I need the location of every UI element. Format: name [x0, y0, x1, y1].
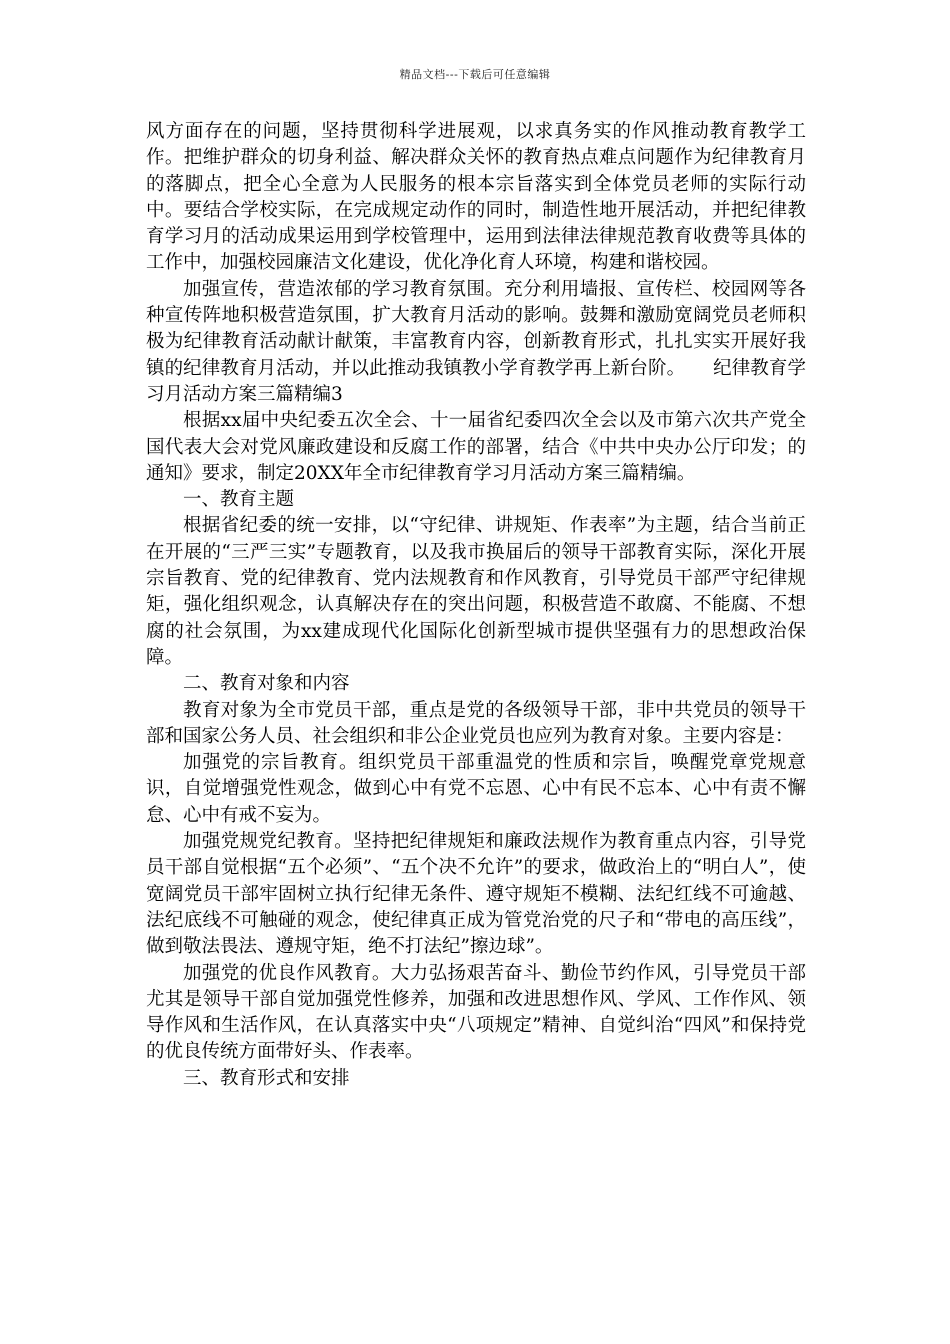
paragraph: 加强党规党纪教育。坚持把纪律规矩和廉政法规作为教育重点内容，引导党员干部自觉根据“五个必须”、“五个决不允许”的要求，做政治上的“明白人”，使宽阔党员干部牢固树立执行纪律无条件、遵守规矩不模糊、法纪红线不可逾越、法纪底线不可触碰的观念，使纪律真正成为管党治党的尺子和“带电的高压线”，做到敬法畏法、遵规守矩，绝不打法纪”擦边球”。	[146, 831, 806, 958]
section-heading: 三、教育形式和安排	[183, 1067, 350, 1089]
paragraph: 加强宣传，营造浓郁的学习教育氛围。充分利用墙报、宣传栏、校园网等各种宣传阵地积极营造氛围，扩大教育月活动的影响。鼓舞和激励宽阔党员老师积极为纪律教育活动献计献策，丰富教育内容，创新教育形式，扎扎实实开展好我镇的纪律教育月活动，并以此推动我镇教小学育教学再上新台阶。 纪律教育学习月活动方案三篇精编3	[146, 278, 806, 405]
paragraph: 教育对象为全市党员干部，重点是党的各级领导干部，非中共党员的领导干部和国家公务人员、社会组织和非公企业党员也应列为教育对象。主要内容是：	[146, 699, 806, 747]
document-body	[146, 119, 806, 1092]
paragraph: 加强党的优良作风教育。大力弘扬艰苦奋斗、勤俭节约作风，引导党员干部尤其是领导干部自觉加强党性修养，加强和改进思想作风、学风、工作作风、领导作风和生活作风，在认真落实中央“八项规定”精神、自觉纠治“四风”和保持党的优良传统方面带好头、作表率。	[146, 962, 806, 1063]
page-header: 精品文档---下载后可任意编辑	[399, 68, 551, 81]
section-heading: 二、教育对象和内容	[183, 673, 350, 695]
paragraph: 加强党的宗旨教育。组织党员干部重温党的性质和宗旨，唤醒党章党规意识，自觉增强党性观念，做到心中有党不忘恩、心中有民不忘本、心中有责不懈怠、心中有戒不妄为。	[146, 752, 806, 826]
paragraph: 根据xx届中央纪委五次全会、十一届省纪委四次全会以及市第六次共产党全国代表大会对党风廉政建设和反腐工作的部署，结合《中共中央办公厅印发；的通知》要求，制定20XX年全市纪律教育学习月活动方案三篇精编。	[146, 410, 806, 484]
paragraph: 根据省纪委的统一安排，以“守纪律、讲规矩、作表率”为主题，结合当前正在开展的“三严三实”专题教育，以及我市换届后的领导干部教育实际，深化开展宗旨教育、党的纪律教育、党内法规教育和作风教育，引导党员干部严守纪律规矩，强化组织观念，认真解决存在的突出问题，积极营造不敢腐、不能腐、不想腐的社会氛围，为xx建成现代化国际化创新型城市提供坚强有力的思想政治保障。	[146, 515, 806, 668]
section-heading: 一、教育主题	[183, 489, 295, 511]
paragraph: 风方面存在的问题，坚持贯彻科学进展观，以求真务实的作风推动教育教学工作。把维护群众的切身利益、解决群众关怀的教育热点难点问题作为纪律教育月的落脚点，把全心全意为人民服务的根本宗旨落实到全体党员老师的实际行动中。要结合学校实际，在完成规定动作的同时，制造性地开展活动，并把纪律教育学习月的活动成果运用到学校管理中，运用到法律法律规范教育收费等具体的工作中，加强校园廉洁文化建设，优化净化育人环境，构建和谐校园。	[146, 121, 806, 274]
